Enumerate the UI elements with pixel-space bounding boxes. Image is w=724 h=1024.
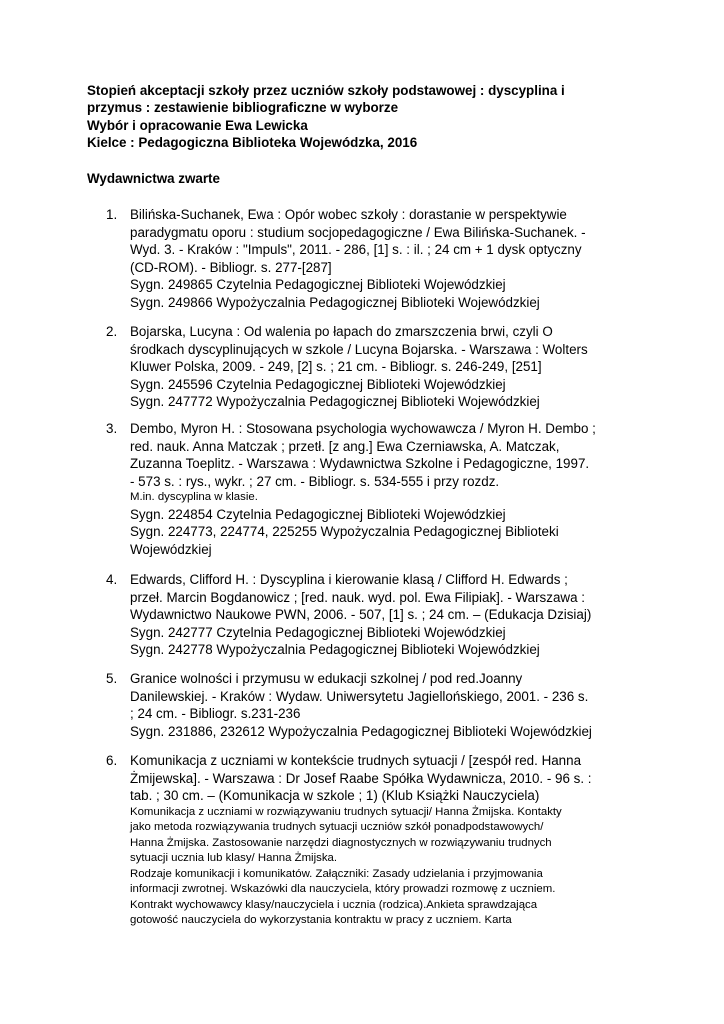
citation-line: tab. ; 30 cm. – (Komunikacja w szkole ; 1) (Klub Książki Nauczyciela) bbox=[130, 788, 540, 804]
entry-citation bbox=[130, 323, 666, 376]
call-number-line: Sygn. 231886, 232612 Wypożyczalnia Pedagogicznej Biblioteki Wojewódzkiej bbox=[130, 723, 592, 739]
call-number-line: Wojewódzkiej bbox=[130, 542, 212, 558]
entry-number: 4. bbox=[106, 572, 118, 587]
note-line: sytuacji ucznia lub klasy/ Hanna Żmijska. bbox=[130, 852, 338, 865]
entry-number: 6. bbox=[106, 753, 118, 768]
call-number-line: Sygn. 224773, 224774, 225255 Wypożyczalnia Pedagogicznej Biblioteki bbox=[130, 524, 559, 540]
call-number-line: Sygn. 249865 Czytelnia Pedagogicznej Biblioteki Wojewódzkiej bbox=[130, 277, 506, 293]
citation-line: środkach dyscyplinujących w szkole / Lucyna Bojarska. - Warszawa : Wolters bbox=[130, 341, 588, 357]
bibliography-entry-1 bbox=[106, 206, 666, 312]
call-number-line: Sygn. 245596 Czytelnia Pedagogicznej Biblioteki Wojewódzkiej bbox=[130, 376, 506, 392]
note-line: M.in. dyscyplina w klasie. bbox=[130, 491, 258, 504]
citation-line: (CD-ROM). - Bibliogr. s. 277-[287] bbox=[130, 259, 332, 275]
section-title: Wydawnictwa zwarte bbox=[87, 171, 220, 186]
citation-line: Dembo, Myron H. : Stosowana psychologia wychowawcza / Myron H. Dembo ; bbox=[130, 421, 596, 436]
citation-line: red. nauk. Anna Matczak ; przetł. [z ang.] Ewa Czerniawska, A. Matczak, bbox=[130, 438, 560, 454]
citation-line: Danilewskiej. - Kraków : Wydaw. Uniwersytetu Jagiellońskiego, 2001. - 236 s. bbox=[130, 688, 589, 704]
entry-citation bbox=[130, 571, 666, 624]
entry-citation bbox=[130, 206, 666, 276]
publisher-line: Kielce : Pedagogiczna Biblioteka Wojewódzka, 2016 bbox=[87, 134, 418, 150]
note-line: jako metoda rozwiązywania trudnych sytuacji uczniów szkół ponadpodstawowych/ bbox=[130, 821, 544, 834]
citation-line: Bojarska, Lucyna : Od walenia po łapach do zmarszczenia brwi, czyli O bbox=[130, 324, 553, 339]
entry-call-numbers bbox=[130, 506, 666, 559]
call-number-line: Sygn. 242778 Wypożyczalnia Pedagogicznej Biblioteki Wojewódzkiej bbox=[130, 642, 540, 658]
citation-line: - 573 s. : rys., wykr. ; 27 cm. - Bibliogr. s. 534-555 i przy rozdz. bbox=[130, 473, 500, 489]
entry-call-numbers bbox=[130, 276, 666, 311]
call-number-line: Sygn. 242777 Czytelnia Pedagogicznej Biblioteki Wojewódzkiej bbox=[130, 624, 506, 640]
note-line: Rodzaje komunikacji i komunikatów. Załączniki: Zasady udzielania i przyjmowania bbox=[130, 867, 543, 880]
entry-call-numbers bbox=[130, 624, 666, 659]
entry-note bbox=[130, 490, 666, 506]
citation-line: Komunikacja z uczniami w kontekście trudnych sytuacji / [zespół red. Hanna bbox=[130, 753, 582, 768]
citation-line: paradygmatu oporu : studium socjopedagogiczne / Ewa Bilińska-Suchanek. - bbox=[130, 224, 586, 240]
citation-line: przeł. Marcin Bogdanowicz ; [red. nauk. wyd. pol. Ewa Filipiak]. - Warszawa : bbox=[130, 589, 585, 605]
entry-number: 2. bbox=[106, 324, 118, 339]
entry-number: 3. bbox=[106, 421, 118, 436]
note-line: Kontrakt wychowawcy klasy/nauczyciela i ucznia (rodzica).Ankieta sprawdzająca bbox=[130, 898, 538, 911]
note-line: informacji zwrotnej. Wskazówki dla nauczyciela, który prowadzi rozmowę z uczniem. bbox=[130, 883, 556, 896]
entry-citation bbox=[130, 670, 666, 723]
entry-call-numbers bbox=[130, 376, 666, 411]
citation-line: Granice wolności i przymusu w edukacji szkolnej / pod red.Joanny bbox=[130, 671, 523, 686]
bibliography-entry-3 bbox=[106, 420, 666, 559]
entry-call-numbers bbox=[130, 723, 666, 741]
citation-line: Wydawnictwo Naukowe PWN, 2006. - 507, [1] s. ; 24 cm. – (Edukacja Dzisiaj) bbox=[130, 607, 592, 623]
call-number-line: Sygn. 224854 Czytelnia Pedagogicznej Biblioteki Wojewódzkiej bbox=[130, 506, 506, 522]
title-line-1: Stopień akceptacji szkoły przez uczniów szkoły podstawowej : dyscyplina i bbox=[87, 83, 565, 98]
note-line: Hanna Żmijska. Zastosowanie narzędzi diagnostycznych w rozwiązywaniu trudnych bbox=[130, 836, 552, 849]
bibliography-entry-2 bbox=[106, 323, 666, 411]
citation-line: Kluwer Polska, 2009. - 249, [2] s. ; 21 cm. - Bibliogr. s. 246-249, [251] bbox=[130, 359, 542, 375]
document-header bbox=[87, 82, 647, 151]
citation-line: Wyd. 3. - Kraków : "Impuls", 2011. - 286, [1] s. : il. ; 24 cm + 1 dysk optyczny bbox=[130, 242, 582, 258]
bibliography-entry-5 bbox=[106, 670, 666, 740]
entry-citation bbox=[130, 752, 666, 805]
entry-note bbox=[130, 805, 666, 929]
call-number-line: Sygn. 249866 Wypożyczalnia Pedagogicznej Biblioteki Wojewódzkiej bbox=[130, 294, 540, 310]
title-line-2: przymus : zestawienie bibliograficzne w wyborze bbox=[87, 100, 399, 116]
note-line: Komunikacja z uczniami w rozwiązywaniu trudnych sytuacji/ Hanna Żmijska. Kontakty bbox=[130, 805, 562, 818]
citation-line: Edwards, Clifford H. : Dyscyplina i kierowanie klasą / Clifford H. Edwards ; bbox=[130, 572, 568, 587]
citation-line: Zuzanna Toeplitz. - Warszawa : Wydawnictwa Szkolne i Pedagogiczne, 1997. bbox=[130, 456, 590, 472]
bibliography-entry-4 bbox=[106, 571, 666, 659]
entry-citation bbox=[130, 420, 666, 490]
citation-line: ; 24 cm. - Bibliogr. s.231-236 bbox=[130, 706, 301, 722]
author-line: Wybór i opracowanie Ewa Lewicka bbox=[87, 117, 308, 133]
bibliography-entry-6 bbox=[106, 752, 666, 929]
citation-line: Żmijewska]. - Warszawa : Dr Josef Raabe Spółka Wydawnicza, 2010. - 96 s. : bbox=[130, 770, 592, 786]
entry-number: 5. bbox=[106, 671, 118, 686]
citation-line: Bilińska-Suchanek, Ewa : Opór wobec szkoły : dorastanie w perspektywie bbox=[130, 207, 567, 222]
note-line: gotowość nauczyciela do wykorzystania kontraktu w pracy z uczniem. Karta bbox=[130, 914, 512, 927]
call-number-line: Sygn. 247772 Wypożyczalnia Pedagogicznej Biblioteki Wojewódzkiej bbox=[130, 394, 540, 410]
entry-number: 1. bbox=[106, 207, 118, 222]
